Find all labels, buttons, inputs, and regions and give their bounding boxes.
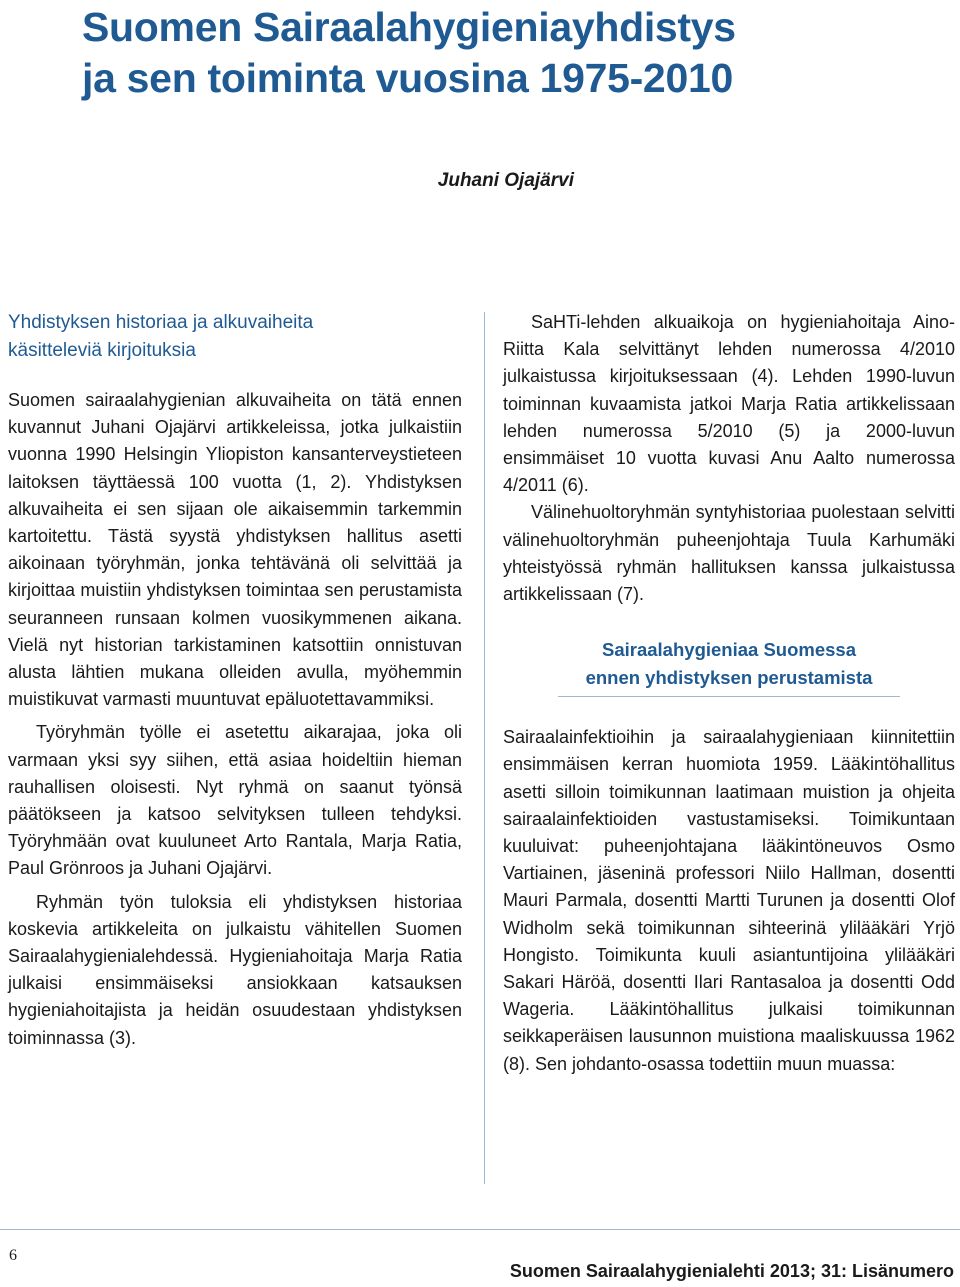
page-number: 6 <box>9 1247 17 1264</box>
article-author: Juhani Ojajärvi <box>437 170 574 191</box>
article-title-line-2: ja sen toiminta vuosina 1975-2010 <box>82 55 733 101</box>
column-divider <box>484 312 485 1184</box>
subheading-line-1: Sairaalahygieniaa Suomessa <box>602 639 856 661</box>
body-paragraph: Välinehuoltoryhmän syntyhistoriaa puolestaan selvitti välinehuoltoryhmän puheenjohtaja Tuula Karhumäki yhteistyössä ryhmän hallituksen kanssa julkaistussa artikkelissaan (7). <box>503 502 955 605</box>
section-heading-line-2: käsitteleviä kirjoituksia <box>8 340 196 361</box>
section-heading-history <box>8 309 462 365</box>
section-heading-line-1: Yhdistyksen historiaa ja alkuvaiheita <box>8 312 314 333</box>
body-paragraph: SaHTi-lehden alkuaikoja on hygieniahoitaja Aino-Riitta Kala selvittänyt lehden numerossa 4/2010 julkaistussa kirjoituksessaan (4). Lehden 1990-luvun toiminnan kuvaamista jatkoi Marja Ratia artikkelissaan lehden numerossa 5/2010 (5) ja 2000-luvun ensimmäiset 10 vuotta kuvasi Anu Aalto numerossa 4/2011 (6). <box>503 312 955 496</box>
article-title <box>82 2 736 104</box>
body-paragraph: Ryhmän työn tuloksia eli yhdistyksen historiaa koskevia artikkeleita on julkaistu vähitellen Suomen Sairaalahygienialehdessä. Hygieniahoitaja Marja Ratia julkaisi ensimmäiseksi ansiokkaan katsauksen hygieniahoitajista ja heidän osuudestaan yhdistyksen toiminnassa (3). <box>8 891 462 1048</box>
footer-divider <box>0 1229 960 1230</box>
journal-footer: Suomen Sairaalahygienialehti 2013; 31: Lisänumero <box>509 1261 954 1281</box>
right-column <box>503 309 955 1078</box>
subheading-before-founding <box>558 636 900 697</box>
body-paragraph: Sairaalainfektioihin ja sairaalahygieniaan kiinnitettiin ensimmäisen kerran huomiota 1959. Lääkintöhallitus asetti silloin toimikunnan laatimaan muistion ja ohjeita sairaalainfektioiden vastustamiseksi. Toimikuntaan kuuluivat: puheenjohtajana lääkintöneuvos Osmo Vartiainen, jäseninä professori Niilo Hallman, dosentti Mauri Parmala, dosentti Martti Turunen ja dosentti Olof Widholm sekä toimikunnan sihteerinä ylilääkäri Yrjö Hongisto. Toimikunta kuuli asiantuntijoina ylilääkäri Sakari Häröä, dosentti Ilari Rantasaloa ja dosentti Odd Wageria. Lääkintöhallitus julkaisi toimikunnan seikkaperäisen lausunnon muistiona maaliskuussa 1962 (8). Sen johdanto-osassa todettiin muun muassa: <box>503 727 955 1074</box>
body-paragraph: Suomen sairaalahygienian alkuvaiheita on tätä ennen kuvannut Juhani Ojajärvi artikkeleissa, jotka julkaistiin vuonna 1990 Helsingin Yliopiston kansanterveystieteen laitoksen täyttäessä 100 vuotta (1, 2). Yhdistyksen alkuvaiheita ei sen sijaan ole aikaisemmin tarkemmin kartoitettu. Tästä syystä yhdistyksen hallitus asetti aikoinaan työryhmän, jonka tehtävänä oli selvittää ja kirjoittaa muistiin yhdistyksen toimintaa sen perustamista seuranneen runsaan kolmen vuosikymmenen aikana. Vielä nyt historian tarkistaminen katsottiin onnistuvan alusta lähtien mukana olleiden avulla, myöhemmin muistikuvat varmasti muuntuvat epäluotettavammiksi. <box>8 390 462 710</box>
body-paragraph: Työryhmän työlle ei asetettu aikarajaa, joka oli varmaan yksi syy siihen, että asiaa hoideltiin hieman rauhallisen oloisesti. Nyt ryhmä on saanut työnsä päätökseen ja katsoo selvityksen tulleen tehdyksi. Työryhmään ovat kuuluneet Arto Rantala, Marja Ratia, Paul Grönroos ja Juhani Ojajärvi. <box>8 722 462 879</box>
article-title-line-1: Suomen Sairaalahygieniayhdistys <box>82 4 736 50</box>
left-column <box>8 309 462 1052</box>
subheading-line-2: ennen yhdistyksen perustamista <box>585 667 873 689</box>
